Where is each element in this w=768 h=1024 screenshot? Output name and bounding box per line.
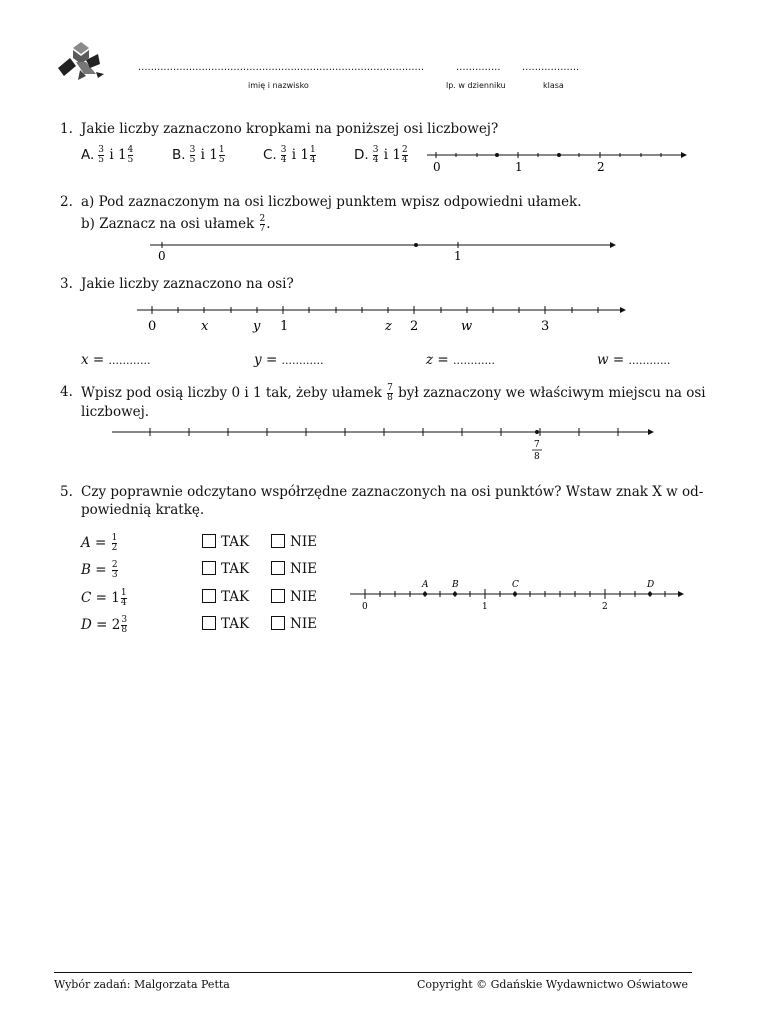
q2-label-0: 0 (158, 249, 166, 263)
q5-row-a-tak[interactable]: TAK (202, 534, 249, 550)
name-label: imię i nazwisko (248, 81, 309, 90)
q3-number-line (135, 302, 630, 336)
q4-text-line2: liczbowej. (81, 404, 150, 420)
q1-point-1 (495, 153, 499, 157)
q2-point (414, 243, 418, 247)
q5-point-label-d: D (647, 580, 655, 590)
q5-row-d-nie-checkbox[interactable] (271, 616, 285, 630)
q1-option-c[interactable]: C. $\frac{3}{4}$ i 1 $\frac{1}{4}$ (263, 145, 316, 165)
q5-text-line2: powiednią kratkę. (81, 502, 205, 518)
q5-row-a-label: A = $\frac{1}{2}$ (81, 533, 118, 553)
q3-label-1: 1 (280, 319, 289, 334)
q4-point (535, 430, 539, 434)
q5-point-label-a: A (422, 580, 429, 590)
q5-row-d-label: D = 2 $\frac{3}{8}$ (81, 615, 128, 635)
q2-text-b: b) Zaznacz na osi ułamek $\frac{2}{7}$ . (81, 214, 271, 234)
name-dots[interactable]: .......................................................................................... (138, 62, 425, 73)
q2-text-a: a) Pod zaznaczonym na osi liczbowej punktem wpisz odpowiedni ułamek. (81, 194, 582, 210)
q3-answer-x[interactable]: x = ............ (81, 352, 151, 368)
q1-option-b[interactable]: B. $\frac{3}{5}$ i 1 $\frac{1}{5}$ (172, 145, 225, 165)
q4-point-label-d: 8 (534, 452, 540, 462)
q1-option-a[interactable]: A. $\frac{3}{5}$ i 1 $\frac{4}{5}$ (81, 145, 134, 165)
q3-label-2: 2 (410, 319, 419, 334)
q5-row-b-label: B = $\frac{2}{3}$ (81, 560, 118, 580)
q3-label-z: z (385, 319, 392, 334)
q5-row-c-nie[interactable]: NIE (271, 589, 317, 605)
q1-text: Jakie liczby zaznaczono kropkami na poniższej osi liczbowej? (81, 121, 499, 137)
q1-label-0: 0 (433, 160, 441, 174)
q2-label-1: 1 (454, 249, 462, 263)
q5-point-c (513, 592, 517, 596)
q1-label-2: 2 (597, 160, 605, 174)
footer-rule (54, 972, 692, 973)
q3-label-x: x (201, 319, 209, 334)
class-dots[interactable]: .................. (522, 62, 580, 73)
q3-text: Jakie liczby zaznaczono na osi? (81, 276, 294, 292)
q5-point-a (423, 592, 427, 596)
q5-row-b-nie[interactable]: NIE (271, 561, 317, 577)
q5-row-b-nie-checkbox[interactable] (271, 561, 285, 575)
footer-copyright: Copyright © Gdańskie Wydawnictwo Oświatowe (417, 978, 689, 991)
q4-number-line[interactable] (110, 424, 656, 464)
q4-text-line1: Wpisz pod osią liczby 0 i 1 tak, żeby ułamek $\frac{7}{8}$ był zaznaczony we właściwym miejscu na osi (81, 383, 706, 403)
q5-row-c-nie-checkbox[interactable] (271, 589, 285, 603)
q3-answer-z[interactable]: z = ............ (426, 352, 495, 368)
q3-label-3: 3 (541, 319, 550, 334)
lp-dots[interactable]: .............. (456, 62, 501, 73)
q1-option-d[interactable]: D. $\frac{3}{4}$ i 1 $\frac{2}{4}$ (354, 145, 408, 165)
q5-row-b-tak-checkbox[interactable] (202, 561, 216, 575)
q5-row-c-tak[interactable]: TAK (202, 589, 249, 605)
q5-label-2: 2 (602, 602, 608, 612)
q5-point-label-b: B (452, 580, 459, 590)
q2-number: 2. (60, 194, 73, 210)
q5-label-0: 0 (362, 602, 368, 612)
q3-answer-y[interactable]: y = ............ (254, 352, 324, 368)
q3-label-y: y (253, 319, 261, 334)
q1-number: 1. (60, 121, 73, 137)
q3-number: 3. (60, 276, 73, 292)
q1-point-2 (557, 153, 561, 157)
q5-point-label-c: C (512, 580, 519, 590)
q5-row-d-tak[interactable]: TAK (202, 616, 249, 632)
footer-author: Wybór zadań: Malgorzata Petta (54, 978, 230, 991)
q5-row-a-tak-checkbox[interactable] (202, 534, 216, 548)
q5-row-d-nie[interactable]: NIE (271, 616, 317, 632)
q5-label-1: 1 (482, 602, 488, 612)
publisher-logo (56, 40, 106, 82)
q5-row-b-tak[interactable]: TAK (202, 561, 249, 577)
q5-row-a-nie[interactable]: NIE (271, 534, 317, 550)
q1-label-1: 1 (515, 160, 523, 174)
q4-number: 4. (60, 384, 73, 400)
q3-label-w: w (461, 319, 473, 334)
q5-row-a-nie-checkbox[interactable] (271, 534, 285, 548)
q5-text-line1: Czy poprawnie odczytano współrzędne zaznaczonych na osi punktów? Wstaw znak X w od- (81, 484, 704, 500)
lp-label: lp. w dzienniku (446, 81, 506, 90)
q5-row-d-tak-checkbox[interactable] (202, 616, 216, 630)
q5-point-d (648, 592, 652, 596)
q3-label-0: 0 (148, 319, 157, 334)
class-label: klasa (543, 81, 564, 90)
q1-number-line (425, 146, 687, 176)
q5-row-c-tak-checkbox[interactable] (202, 589, 216, 603)
q3-answer-w[interactable]: w = ............ (597, 352, 671, 368)
q5-number-line (348, 576, 686, 616)
q5-row-c-label: C = 1 $\frac{1}{4}$ (81, 588, 127, 608)
q5-number: 5. (60, 484, 73, 500)
q4-point-label-n: 7 (534, 440, 540, 450)
q2-number-line[interactable] (148, 238, 618, 266)
q5-point-b (453, 592, 457, 596)
